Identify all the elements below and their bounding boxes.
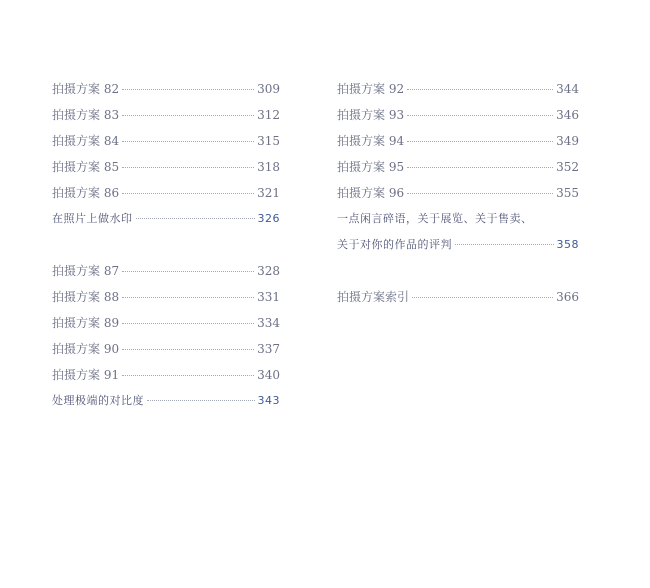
toc-entry[interactable] [337,180,579,206]
toc-entry-label: 拍摄方案 88 [52,290,120,304]
toc-entry-label: 拍摄方案 92 [337,82,405,96]
toc-entry-label: 拍摄方案 95 [337,160,405,174]
toc-entry[interactable] [52,336,280,362]
toc-entry-page: 349 [556,134,579,148]
dot-leader [122,349,254,350]
toc-entry[interactable] [52,76,280,102]
toc-section-entry[interactable] [52,388,280,414]
toc-entry-page: 344 [556,82,579,96]
toc-section-page: 343 [257,394,280,407]
dot-leader [407,141,553,142]
toc-entry-label: 拍摄方案 91 [52,368,120,382]
toc-entry-page: 334 [257,316,280,330]
toc-entry[interactable] [52,310,280,336]
toc-entry-page: 315 [257,134,280,148]
toc-entry-label: 拍摄方案 83 [52,108,120,122]
toc-entry-label: 拍摄方案 85 [52,160,120,174]
dot-leader [122,323,254,324]
toc-entry-page: 321 [257,186,280,200]
toc-entry-page: 312 [257,108,280,122]
toc-entry[interactable] [52,128,280,154]
toc-entry-label: 拍摄方案 90 [52,342,120,356]
toc-entry[interactable] [52,258,280,284]
dot-leader [122,141,254,142]
toc-section-label: 处理极端的对比度 [52,394,144,407]
dot-leader [122,297,254,298]
toc-entry-page: 346 [556,108,579,122]
toc-entry-page: 355 [556,186,579,200]
dot-leader [407,167,553,168]
dot-leader [122,115,254,116]
toc-entry[interactable] [52,102,280,128]
toc-group-spacer [52,232,280,258]
toc-section-label-line2: 关于对你的作品的评判 [337,238,452,251]
dot-leader [407,115,553,116]
toc-entry-page: 309 [257,82,280,96]
dot-leader [136,218,255,219]
toc-entry[interactable] [52,284,280,310]
toc-entry[interactable] [337,154,579,180]
toc-section-page: 326 [257,212,280,225]
toc-entry-label: 拍摄方案 94 [337,134,405,148]
toc-entry[interactable] [52,180,280,206]
toc-entry-page: 328 [257,264,280,278]
toc-column-left [52,76,280,414]
toc-section-entry-line1[interactable] [337,206,579,232]
dot-leader [122,271,254,272]
toc-section-label-line1: 一点闲言碎语，关于展览、关于售卖、 [337,212,533,225]
toc-entry-page: 340 [257,368,280,382]
toc-entry[interactable] [337,76,579,102]
dot-leader [407,193,553,194]
dot-leader [122,89,254,90]
toc-section-entry[interactable] [337,232,579,258]
toc-entry[interactable] [337,128,579,154]
dot-leader [412,297,553,298]
toc-section-page: 358 [556,238,579,251]
dot-leader [147,400,255,401]
toc-entry-page: 331 [257,290,280,304]
dot-leader [122,193,254,194]
toc-index-label: 拍摄方案索引 [337,290,410,304]
toc-entry-label: 拍摄方案 93 [337,108,405,122]
toc-entry[interactable] [52,362,280,388]
toc-entry[interactable] [337,102,579,128]
toc-index-page: 366 [556,290,579,304]
toc-section-entry[interactable] [52,206,280,232]
toc-entry-label: 拍摄方案 86 [52,186,120,200]
toc-entry[interactable] [52,154,280,180]
toc-section-label: 在照片上做水印 [52,212,133,225]
toc-entry-page: 337 [257,342,280,356]
dot-leader [122,167,254,168]
toc-entry-page: 318 [257,160,280,174]
toc-entry-label: 拍摄方案 84 [52,134,120,148]
toc-column-right [337,76,579,310]
toc-entry-label: 拍摄方案 82 [52,82,120,96]
dot-leader [455,244,554,245]
toc-entry-label: 拍摄方案 87 [52,264,120,278]
toc-index-entry[interactable] [337,284,579,310]
dot-leader [122,375,254,376]
toc-entry-page: 352 [556,160,579,174]
toc-entry-label: 拍摄方案 89 [52,316,120,330]
toc-entry-label: 拍摄方案 96 [337,186,405,200]
dot-leader [407,89,553,90]
toc-group-spacer [337,258,579,284]
